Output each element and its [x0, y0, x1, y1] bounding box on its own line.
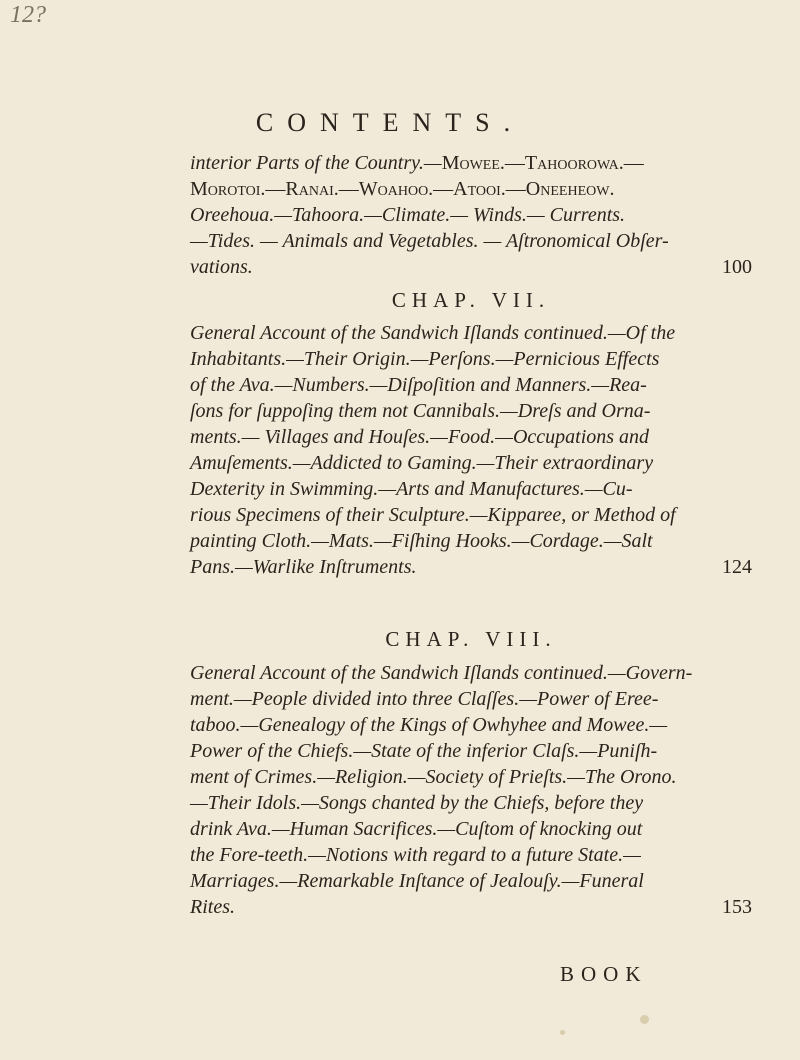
running-head: CONTENTS.	[255, 108, 525, 137]
entry-text: Rites.	[190, 896, 235, 918]
entry-line: taboo.—Genealogy of the Kings of Owhyhee and Mowee.—	[190, 714, 668, 736]
entry-line: ſons for ſuppoſing them not Cannibals.—Dreſs and Orna-	[190, 400, 651, 422]
page-number: 100	[722, 256, 752, 278]
page-number: 153	[722, 896, 752, 918]
catchword: BOOK	[560, 962, 648, 986]
chapter-heading-viii: CHAP. VIII.	[385, 627, 557, 651]
entry-line: painting Cloth.—Mats.—Fiſhing Hooks.—Cordage.—Salt	[190, 530, 653, 552]
entry-line: interior Parts of the Country.—Mowee.—Tahoorowa.—	[190, 152, 644, 174]
entry-line: ments.— Villages and Houſes.—Food.—Occupations and	[190, 426, 650, 448]
entry-line	[190, 554, 752, 580]
entry-line: —Their Idols.—Songs chanted by the Chiefs, before they	[190, 792, 644, 814]
entry-line: ment.—People divided into three Claſſes.—Power of Eree-	[190, 688, 659, 710]
entry-line: ment of Crimes.—Religion.—Society of Prieſts.—The Orono.	[190, 766, 677, 788]
contents-entry-chap8	[190, 660, 752, 920]
entry-line: Morotoi.—Ranai.—Woahoo.—Atooi.—Oneeheow.	[190, 178, 615, 200]
entry-line	[190, 254, 752, 280]
entry-text: Pans.—Warlike Inſtruments.	[190, 556, 417, 578]
contents-entry-chap7	[190, 320, 752, 580]
entry-line: Oreehoua.—Tahoora.—Climate.— Winds.— Currents.	[190, 204, 626, 226]
entry-line: the Fore-teeth.—Notions with regard to a future State.—	[190, 844, 641, 866]
entry-line: rious Specimens of their Sculpture.—Kipparee, or Method of	[190, 504, 676, 526]
contents-entry-chap6	[190, 150, 752, 280]
entry-line: of the Ava.—Numbers.—Diſpoſition and Manners.—Rea-	[190, 374, 647, 396]
page-number: 124	[722, 556, 752, 578]
paper-stain	[640, 1015, 649, 1024]
entry-line: —Tides. — Animals and Vegetables. — Aſtronomical Obſer-	[190, 230, 669, 252]
entry-line: Marriages.—Remarkable Inſtance of Jealouſy.—Funeral	[190, 870, 644, 892]
entry-line: Dexterity in Swimming.—Arts and Manufactures.—Cu-	[190, 478, 633, 500]
entry-line: drink Ava.—Human Sacrifices.—Cuſtom of knocking out	[190, 818, 643, 840]
chapter-heading-vii: CHAP. VII.	[391, 288, 551, 312]
entry-line	[190, 894, 752, 920]
entry-line: Amuſements.—Addicted to Gaming.—Their extraordinary	[190, 452, 654, 474]
entry-text: vations.	[190, 256, 253, 278]
entry-line: Power of the Chiefs.—State of the inferior Claſs.—Puniſh-	[190, 740, 658, 762]
entry-line: General Account of the Sandwich Iſlands continued.—Govern-	[190, 662, 693, 684]
paper-stain	[560, 1030, 565, 1035]
entry-line: Inhabitants.—Their Origin.—Perſons.—Pernicious Effects	[190, 348, 660, 370]
corner-pencil-note: 12?	[10, 2, 46, 28]
entry-line: General Account of the Sandwich Iſlands continued.—Of the	[190, 322, 676, 344]
